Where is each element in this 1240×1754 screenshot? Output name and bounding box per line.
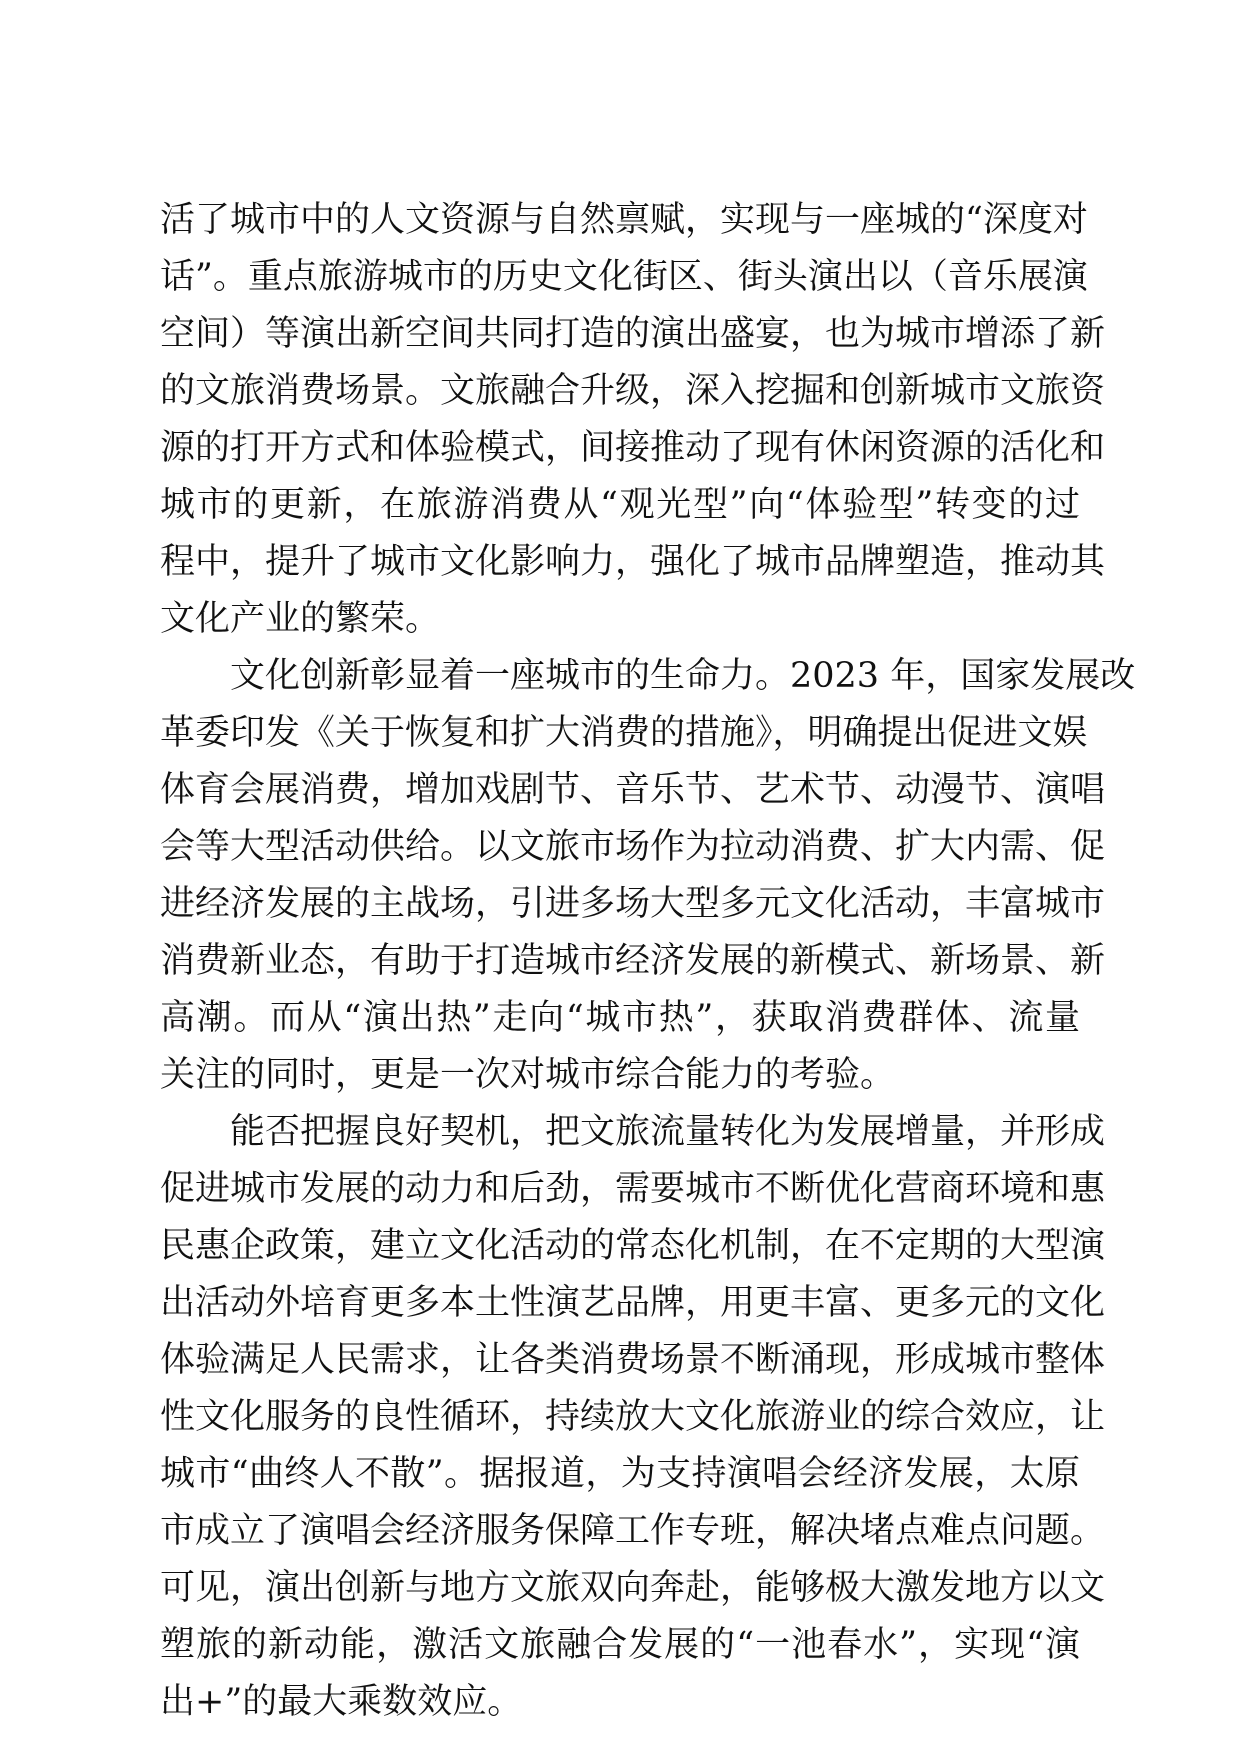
text-line: 文化产业的繁荣。 — [160, 599, 441, 639]
text-line: 会等大型活动供给。以文旅市场作为拉动消费、扩大内需、促 — [160, 827, 1106, 867]
text-line: 性文化服务的良性循环，持续放大文化旅游业的综合效应，让 — [160, 1397, 1106, 1437]
text-line: 空间）等演出新空间共同打造的演出盛宴，也为城市增添了新 — [160, 314, 1106, 354]
text-line: 城市的更新，在旅游消费从“观光型”向“体验型”转变的过 — [160, 485, 1080, 525]
text-line: 促进城市发展的动力和后劲，需要城市不断优化营商环境和惠 — [160, 1169, 1106, 1209]
paragraph — [160, 648, 1136, 1104]
text-line: 的文旅消费场景。文旅融合升级，深入挖掘和创新城市文旅资 — [160, 371, 1106, 411]
text-line: 活了城市中的人文资源与自然禀赋，实现与一座城的“深度对 — [160, 200, 1088, 240]
text-line: 体育会展消费，增加戏剧节、音乐节、艺术节、动漫节、演唱 — [160, 770, 1106, 810]
paragraph — [160, 192, 1106, 648]
document-body — [160, 192, 1136, 1731]
text-line: 民惠企政策，建立文化活动的常态化机制，在不定期的大型演 — [160, 1226, 1106, 1266]
text-line: 出活动外培育更多本土性演艺品牌，用更丰富、更多元的文化 — [160, 1283, 1106, 1323]
text-line: 体验满足人民需求，让各类消费场景不断涌现，形成城市整体 — [160, 1340, 1106, 1380]
text-line: 可见，演出创新与地方文旅双向奔赴，能够极大激发地方以文 — [160, 1568, 1106, 1608]
text-line: 关注的同时，更是一次对城市综合能力的考验。 — [160, 1055, 896, 1095]
text-line: 话”。重点旅游城市的历史文化街区、街头演出以（音乐展演 — [160, 257, 1088, 297]
text-line: 塑旅的新动能，激活文旅融合发展的“一池春水”，实现“演 — [160, 1625, 1080, 1665]
text-line: 出+”的最大乘数效应。 — [160, 1682, 523, 1722]
text-line: 市成立了演唱会经济服务保障工作专班，解决堵点难点问题。 — [160, 1511, 1106, 1551]
paragraph — [160, 1104, 1106, 1731]
text-line: 能否把握良好契机，把文旅流量转化为发展增量，并形成 — [230, 1112, 1106, 1152]
text-line: 程中，提升了城市文化影响力，强化了城市品牌塑造，推动其 — [160, 542, 1106, 582]
text-line: 消费新业态，有助于打造城市经济发展的新模式、新场景、新 — [160, 941, 1106, 981]
text-line: 进经济发展的主战场，引进多场大型多元文化活动，丰富城市 — [160, 884, 1106, 924]
text-line: 城市“曲终人不散”。据报道，为支持演唱会经济发展，太原 — [160, 1454, 1080, 1494]
text-line: 革委印发《关于恢复和扩大消费的措施》，明确提出促进文娱 — [160, 713, 1088, 753]
text-line: 源的打开方式和体验模式，间接推动了现有休闲资源的活化和 — [160, 428, 1106, 468]
text-line: 高潮。而从“演出热”走向“城市热”，获取消费群体、流量 — [160, 998, 1080, 1038]
text-line: 文化创新彰显着一座城市的生命力。2023 年，国家发展改 — [230, 656, 1136, 696]
